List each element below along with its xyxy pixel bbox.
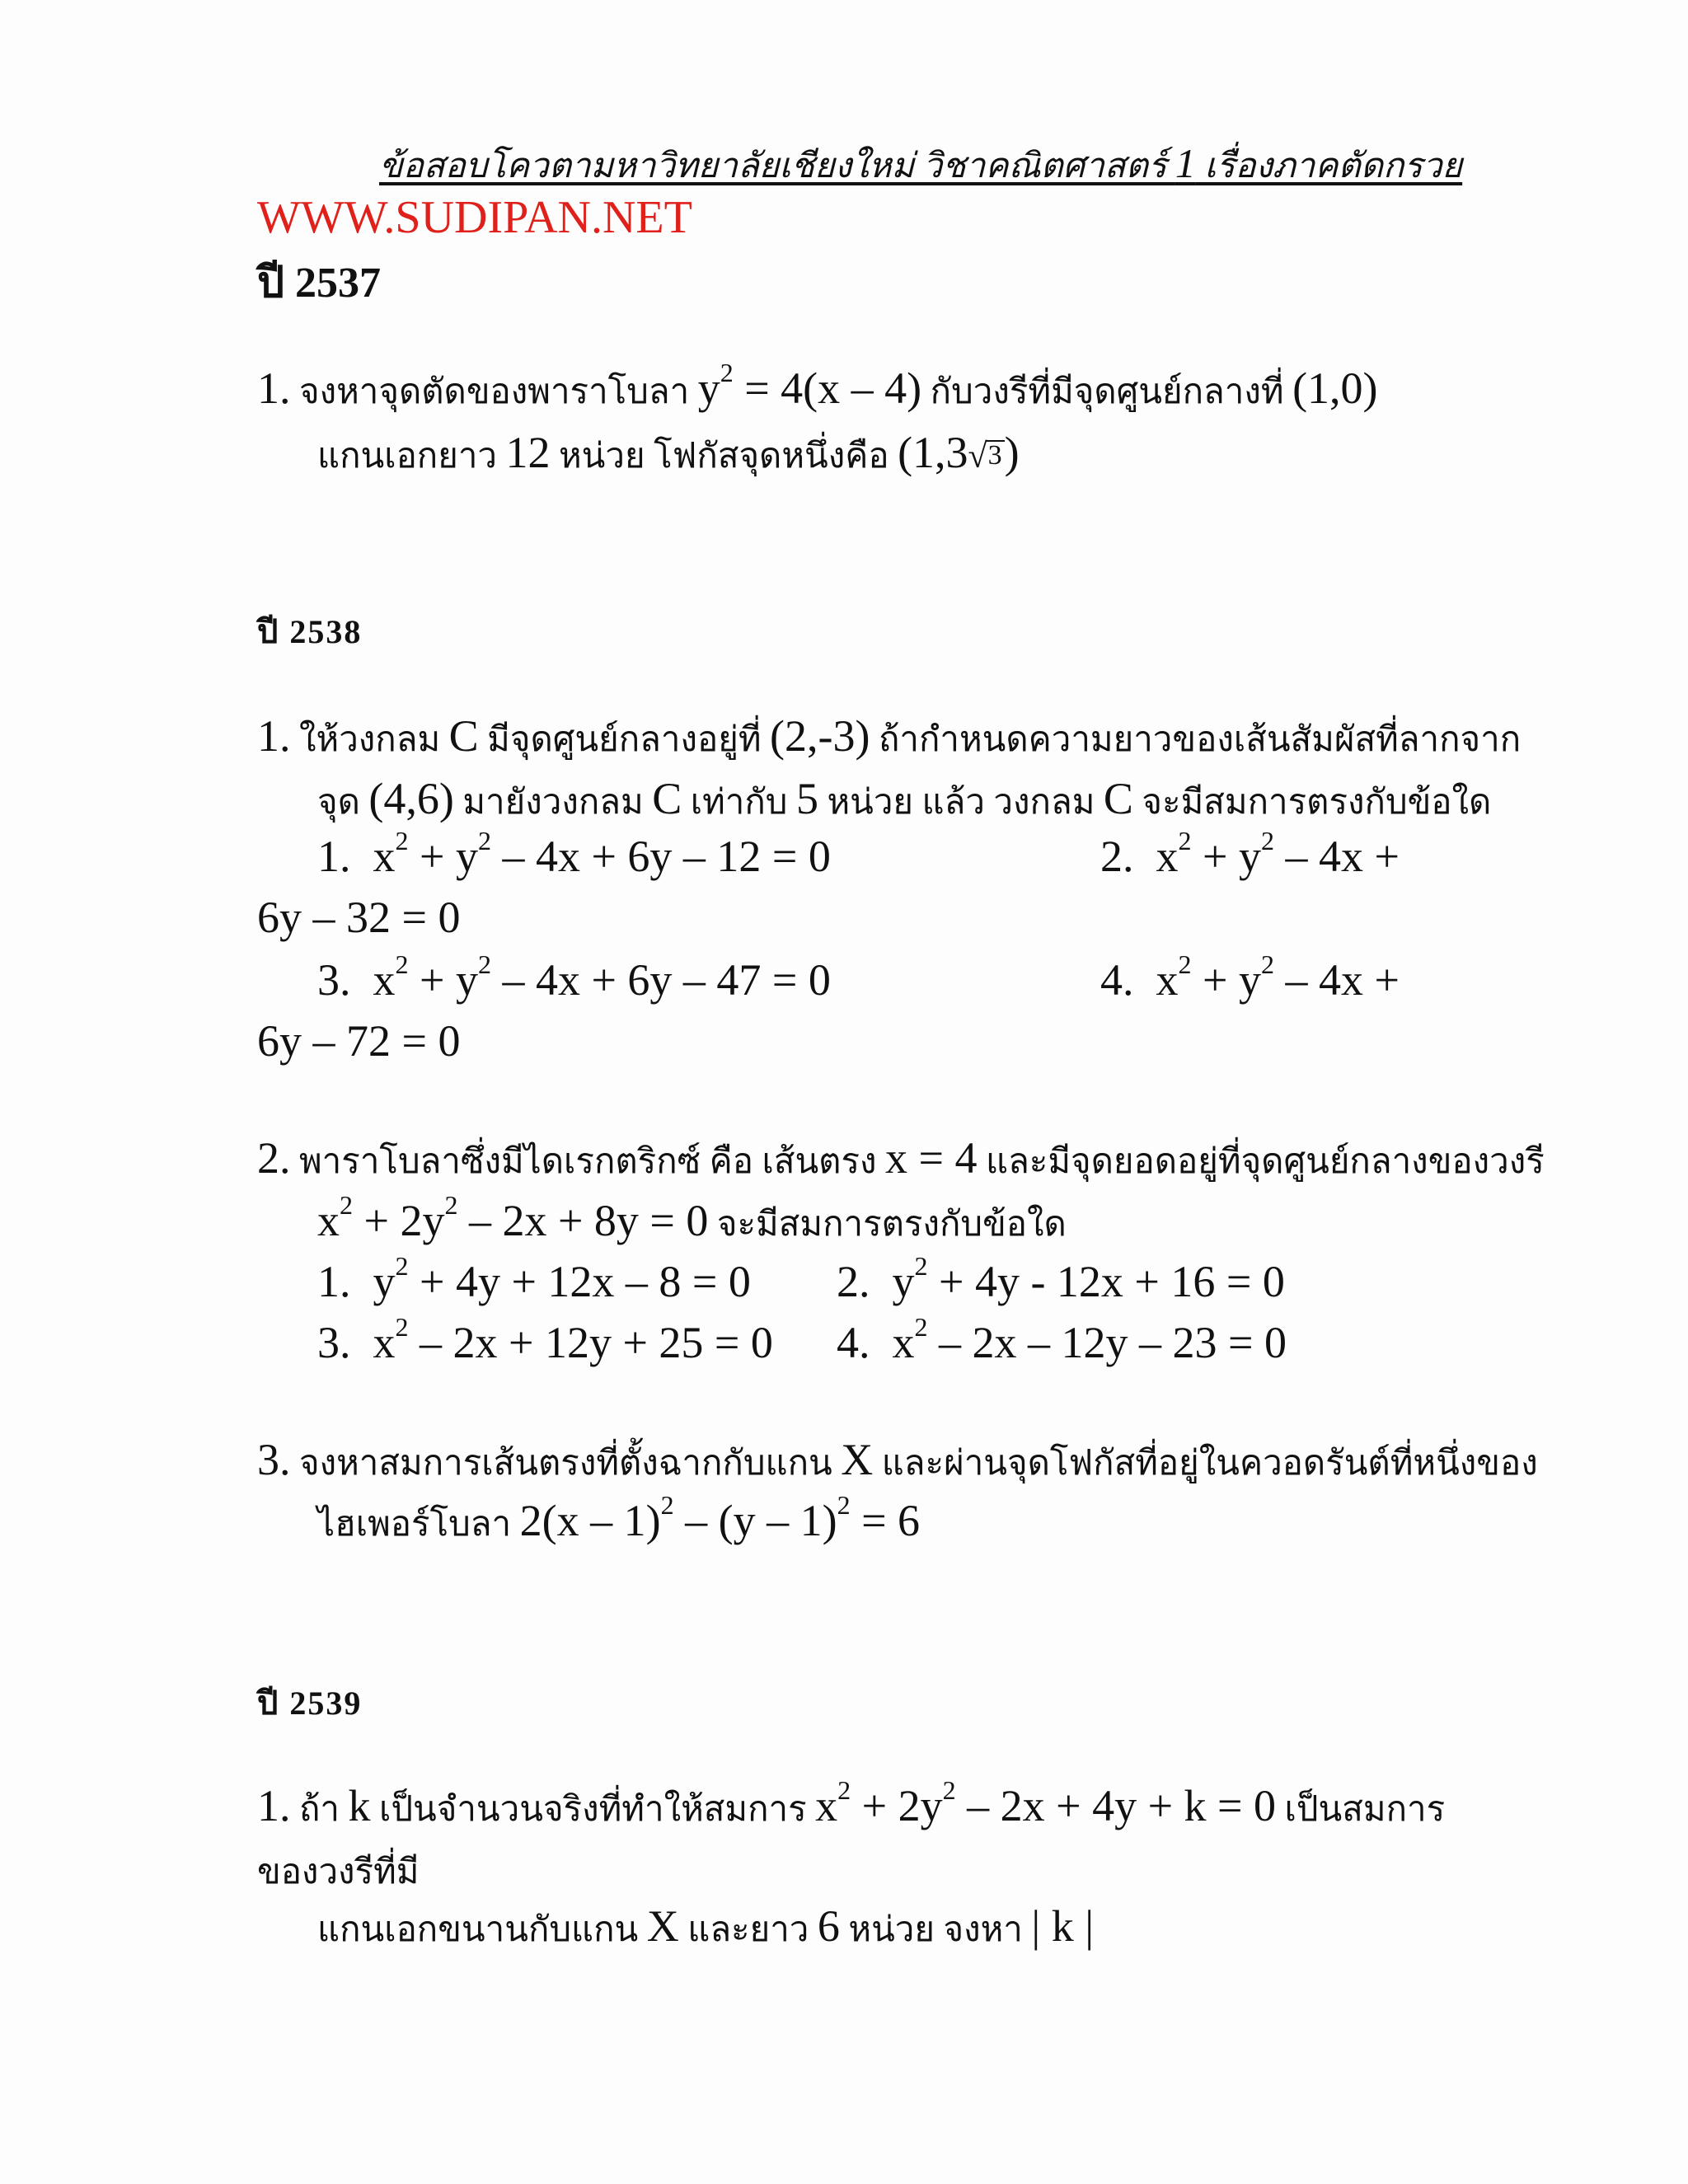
question-2538-1-line1: 1. ให้วงกลม C มีจุดศูนย์กลางอยู่ที่ (2,-3) ถ้ากำหนดความยาวของเส้นสัมผัสที่ลากจาก [257,711,1522,761]
choice-2538-2-2[interactable]: 2. $y^2 + 4y - 12x + 16 = 0$ [837,1251,1285,1306]
choice-2538-1-4-wrap: 6y – 72 = 0 [257,1016,461,1066]
sqrt-icon: √ [968,438,987,476]
choice-2538-2-4[interactable]: 4. $x^2 - 2x - 12y - 23 = 0$ [837,1312,1287,1367]
question-2538-1-line2: จุด (4,6) มายังวงกลม C เท่ากับ 5 หน่วย แล้ว วงกลม C จะมีสมการตรงกับข้อใด [317,774,1492,823]
question-2539-1-line3: แกนเอกขนานกับแกน X และยาว 6 หน่วย จงหา | k | [317,1901,1095,1951]
year-heading-2538: ปี 2538 [257,613,363,650]
year-heading-2539: ปี 2539 [257,1685,363,1722]
choice-2538-2-1[interactable]: 1. $y^2 + 4y + 12x - 8 = 0$ [317,1251,751,1306]
question-2539-1-line1: 1. ถ้า k เป็นจำนวนจริงที่ทำให้สมการ $x^2 + 2y^2 - 2x + 4y + k = 0$ เป็นสมการ [257,1775,1446,1830]
page-title: ข้อสอบโควตามหาวิทยาลัยเชียงใหม่ วิชาคณิตศาสตร์ 1 เรื่องภาคตัดกรวย [379,140,1463,186]
choice-2538-1-2[interactable]: 2. $x^2 + y^2 - 4x$ + [1100,826,1400,881]
question-2537-1-line1: 1. จงหาจุดตัดของพาราโบลา $y^2 = 4(x - 4)$ กับวงรีที่มีจุดศูนย์กลางที่ (1,0) [257,358,1378,413]
question-2538-2-line1: 2. พาราโบลาซึ่งมีไดเรกตริกซ์ คือ เส้นตรง x = 4 และมีจุดยอดอยู่ที่จุดศูนย์กลางของวงรี [257,1133,1545,1183]
choice-2538-1-2-wrap: 6y – 32 = 0 [257,893,461,942]
website-link[interactable]: WWW.SUDIPAN.NET [257,192,692,243]
question-2538-3-line1: 3. จงหาสมการเส้นตรงที่ตั้งฉากกับแกน X และผ่านจุดโฟกัสที่อยู่ในควอดรันต์ที่หนึ่งของ [257,1435,1538,1484]
choice-2538-2-3[interactable]: 3. $x^2 - 2x + 12y + 25 = 0$ [317,1312,773,1367]
question-2537-1-line2: แกนเอกยาว 12 หน่วย โฟกัสจุดหนึ่งคือ (1,3√3) [317,428,1020,477]
question-2539-1-line2: ของวงรีที่มี [257,1854,420,1891]
question-2538-2-line2: $x^2 + 2y^2 - 2x + 8y = 0$ จะมีสมการตรงกับข้อใด [317,1190,1067,1245]
question-2538-3-line2: ไฮเพอร์โบลา 2(x – 1)$^2$ – (y – 1)$^2$ = 6 [317,1490,921,1545]
choice-2538-1-3[interactable]: 3. $x^2 + y^2 - 4x + 6y - 47 = 0$ [317,949,831,1005]
choice-2538-1-1[interactable]: 1. $x^2 + y^2 - 4x + 6y - 12 = 0$ [317,826,831,881]
choice-2538-1-4[interactable]: 4. $x^2 + y^2 - 4x$ + [1100,949,1400,1005]
year-heading-2537: ปี 2537 [257,260,382,307]
